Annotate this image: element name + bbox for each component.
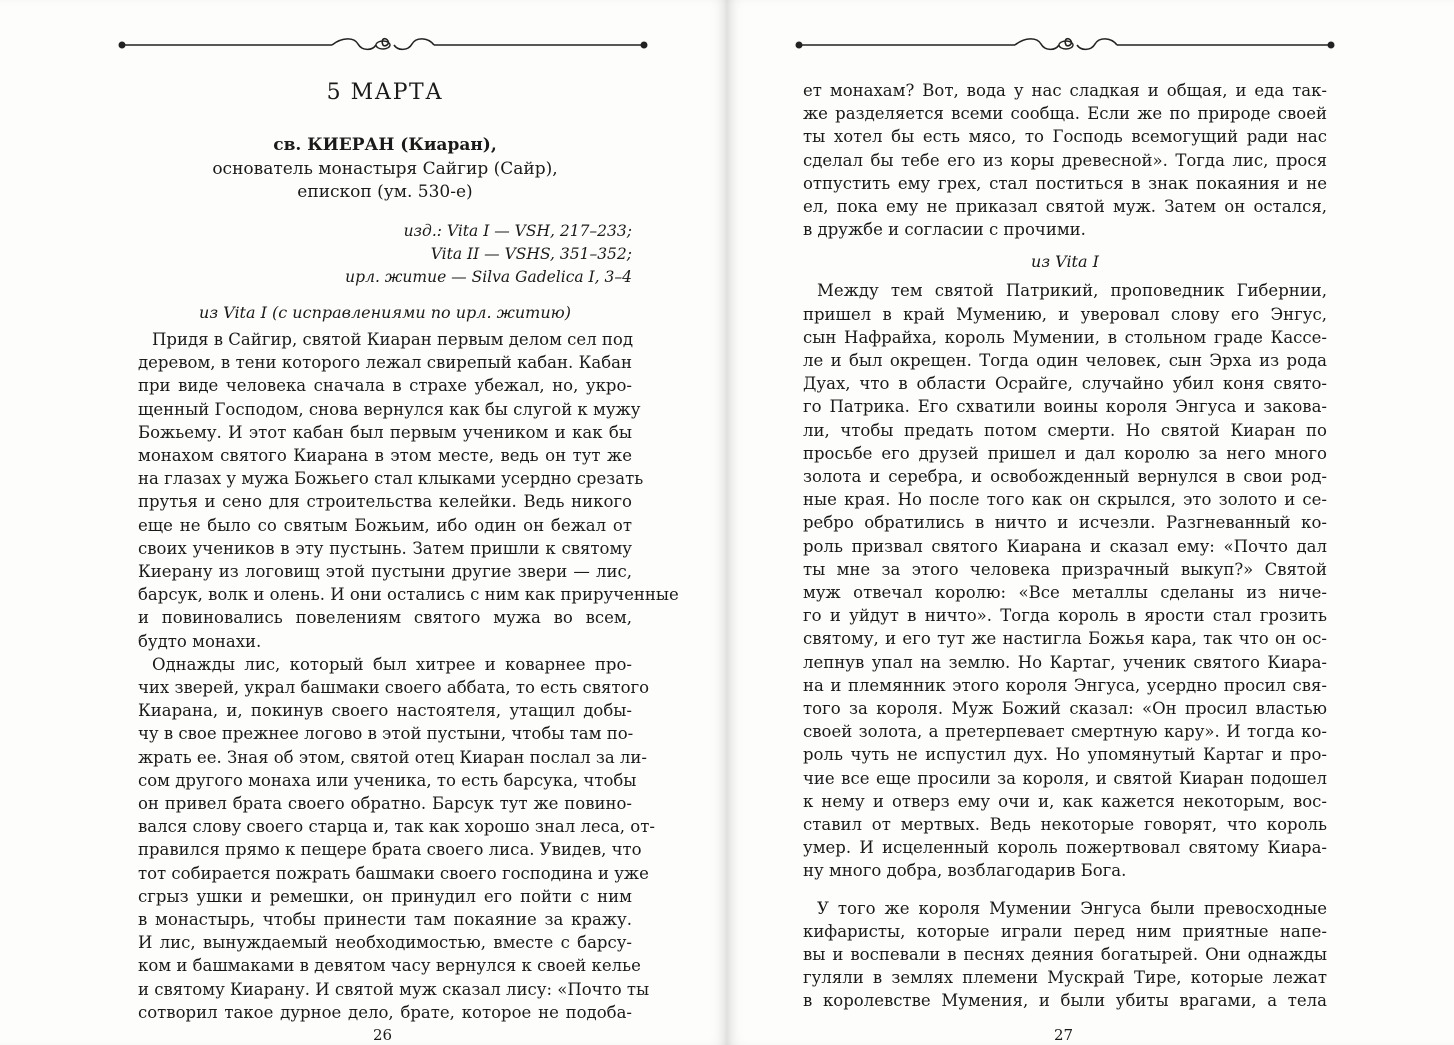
- text-line: У того же короля Мумении Энгуса были превосходные: [817, 898, 1327, 918]
- text-line: ставил от мертвых. Ведь некоторые говорят, что король: [803, 815, 1327, 834]
- text-line: при виде человека сначала в страхе убежал, но, укро-: [138, 376, 632, 396]
- text-line: роль чуть не испустил дух. Но упомянутый Картаг и про-: [803, 745, 1327, 765]
- text-line: тот собирается пожрать башмаки своего господина и уже: [138, 863, 649, 883]
- text-line: ком и башмаками в девятом часу вернулся к своей келье: [138, 956, 641, 976]
- text-line: ну много добра, возблагодарив Бога.: [803, 861, 1127, 881]
- text-line: святому, и его тут же настигла Божья кара, так что он ос-: [803, 629, 1327, 649]
- text-line: прутья и сено для строительства келейки. Ведь никого: [138, 492, 632, 512]
- text-line: ли, чтобы предать потом смерти. Но святой Киаран по: [803, 420, 1327, 440]
- text-line: он привел брата своего обратно. Барсук тут же повино-: [138, 794, 632, 813]
- text-line: же разделяется всеми сообща. Если же по природе своей: [803, 104, 1327, 124]
- source-line: ирл. житие — Silva Gadelica I, 3–4: [345, 268, 632, 286]
- text-line: вы и воспевали в песнях деяния богатырей. Они однажды: [803, 945, 1327, 964]
- text-line: жрать ее. Зная об этом, святой отец Киаран послал за ли-: [138, 747, 647, 767]
- text-line: ные края. Но после того как он скрылся, это золото и се-: [803, 490, 1327, 510]
- saint-description: основатель монастыря Сайгир (Сайр),: [212, 159, 558, 179]
- text-line: Дуах, что в области Осрайге, случайно убил коня свято-: [803, 374, 1327, 394]
- text-line: ет монахам? Вот, вода у нас сладкая и общая, и еда так-: [803, 81, 1327, 100]
- text-line: просьбе его друзей пришел и дал королю за него много: [803, 443, 1327, 463]
- section-heading: из Vita I (с исправлениями по ирл. житию): [199, 303, 571, 322]
- page-number: 27: [1054, 1026, 1074, 1044]
- text-line: го и уйдут в ничто». Тогда король в ярости стал грозить: [803, 606, 1327, 626]
- text-line: к нему и отверз ему очи и, как кажется некоторым, вос-: [803, 791, 1327, 811]
- text-line: в дружбе и согласии с прочими.: [803, 220, 1086, 240]
- source-line: Vita II — VSHS, 351–352;: [430, 245, 632, 263]
- text-line: сом другого монаха или ученика, то есть барсука, чтобы: [138, 770, 637, 790]
- text-line: ты мне за этого человека призрачный выкуп?» Святой: [803, 559, 1327, 579]
- text-line: чие все еще просили за короля, и святой Киаран подошел: [803, 768, 1327, 788]
- text-line: ел, пока ему не приказал святой муж. Затем он остался,: [803, 197, 1327, 216]
- ornament-divider-left: [118, 34, 648, 56]
- text-line: своей золота, а претерпевает смертную кару». И тогда ко-: [803, 722, 1327, 742]
- text-line: лепнув упал на землю. Но Картаг, ученик святого Киара-: [803, 652, 1327, 672]
- text-line: Придя в Сайгир, святой Киаран первым делом сел под: [152, 330, 634, 349]
- text-line: правился прямо к пещере брата своего лиса. Увидев, что: [138, 840, 642, 860]
- text-line: сотворил такое дурное дело, брате, которое не подоба-: [138, 1002, 632, 1022]
- text-line: вался слову своего старца и, так как хорошо знал леса, от-: [138, 817, 655, 837]
- text-line: ребро обратились в ничто и исчезли. Разгневанный ко-: [803, 513, 1327, 533]
- section-heading: из Vita I: [1031, 252, 1099, 272]
- text-line: отпустить ему грех, стал поститься в знак покаяния и не: [803, 173, 1327, 193]
- text-line: сгрыз ушки и ремешки, он принудил его пойти с ним: [138, 886, 632, 906]
- text-line: будто монахи.: [138, 631, 262, 651]
- text-line: муж отвечал королю: «Все металлы сделаны из ниче-: [803, 583, 1327, 602]
- text-line: деревом, в тени которого лежал свирепый кабан. Кабан: [138, 353, 632, 373]
- date-heading: 5 МАРТА: [326, 80, 444, 105]
- text-line: кифаристы, которые играли перед ним приятные напе-: [803, 921, 1327, 941]
- text-line: Киарана, и, покинув своего настоятеля, утащил добы-: [138, 701, 632, 721]
- text-line: барсук, волк и олень. И они остались с ним как прирученные: [138, 585, 679, 605]
- right-text-column: [803, 0, 1327, 1045]
- text-line: в монастырь, чтобы принести там покаяние за кражу.: [138, 910, 632, 929]
- saint-name: св. КИЕРАН (Киаран),: [273, 135, 497, 155]
- source-line: изд.: Vita I — VSH, 217–233;: [403, 222, 632, 240]
- text-line: сделал бы тебе его из коры древесной». Тогда лис, прося: [803, 150, 1327, 170]
- text-line: го Патрика. Его схватили воины короля Энгуса и закова-: [803, 397, 1327, 417]
- text-line: чих зверей, украл башмаки своего аббата, то есть святого: [138, 678, 650, 697]
- text-line: гуляли в землях племени Мускрай Тире, которые лежат: [803, 968, 1327, 988]
- text-line: пришел в край Мумению, и уверовал слову его Энгус,: [803, 304, 1327, 324]
- text-line: щенный Господом, снова вернулся как бы слугой к мужу: [138, 399, 641, 419]
- text-line: роль призвал святого Киарана и сказал ему: «Почто дал: [803, 536, 1327, 556]
- text-line: на глазах у мужа Божьего стал клыками усердно срезать: [138, 469, 644, 489]
- saint-dates: епископ (ум. 530-е): [297, 182, 473, 202]
- text-line: еще не было со святым Божьим, ибо один он бежал от: [138, 515, 632, 535]
- text-line: И лис, вынуждаемый необходимостью, вместе с барсу-: [138, 933, 632, 953]
- text-line: ле и был окрещен. Тогда один человек, сын Эрха из рода: [803, 351, 1327, 370]
- text-line: Киерану из логовищ этой пустыни другие звери — лис,: [138, 562, 632, 581]
- text-line: своих учеников в эту пустынь. Затем пришли к святому: [138, 538, 632, 558]
- text-line: монахом святого Киарана в этом месте, ведь он тут же: [138, 446, 632, 465]
- text-line: ты хотел бы есть мясо, то Господь всемогущий ради нас: [803, 127, 1327, 147]
- text-line: умер. И исцеленный король пожертвовал святому Киара-: [803, 838, 1327, 858]
- text-line: и святому Киарану. И святой муж сказал лису: «Почто ты: [138, 979, 650, 999]
- text-line: чу в свое прежнее логово в этой пустыни, чтобы там по-: [138, 724, 634, 744]
- text-line: сын Нафрайха, король Мумении, в стольном граде Кассе-: [803, 327, 1327, 347]
- text-line: Однажды лис, который был хитрее и коварнее про-: [152, 654, 632, 674]
- text-line: на и племянник этого короля Энгуса, усердно просил свя-: [803, 675, 1327, 695]
- text-line: золота и серебра, и освобожденный вернулся в свои род-: [803, 467, 1327, 486]
- text-line: Между тем святой Патрикий, проповедник Гибернии,: [817, 281, 1327, 301]
- page-number: 26: [373, 1026, 393, 1044]
- text-line: Божьему. И этот кабан был первым учеником и как бы: [138, 422, 632, 442]
- text-line: в королевстве Мумения, и были убиты врагами, а тела: [803, 991, 1327, 1011]
- text-line: и повиновались повелениям святого мужа во всем,: [138, 608, 632, 628]
- text-line: того за короля. Муж Божий сказал: «Он просил властью: [803, 699, 1327, 718]
